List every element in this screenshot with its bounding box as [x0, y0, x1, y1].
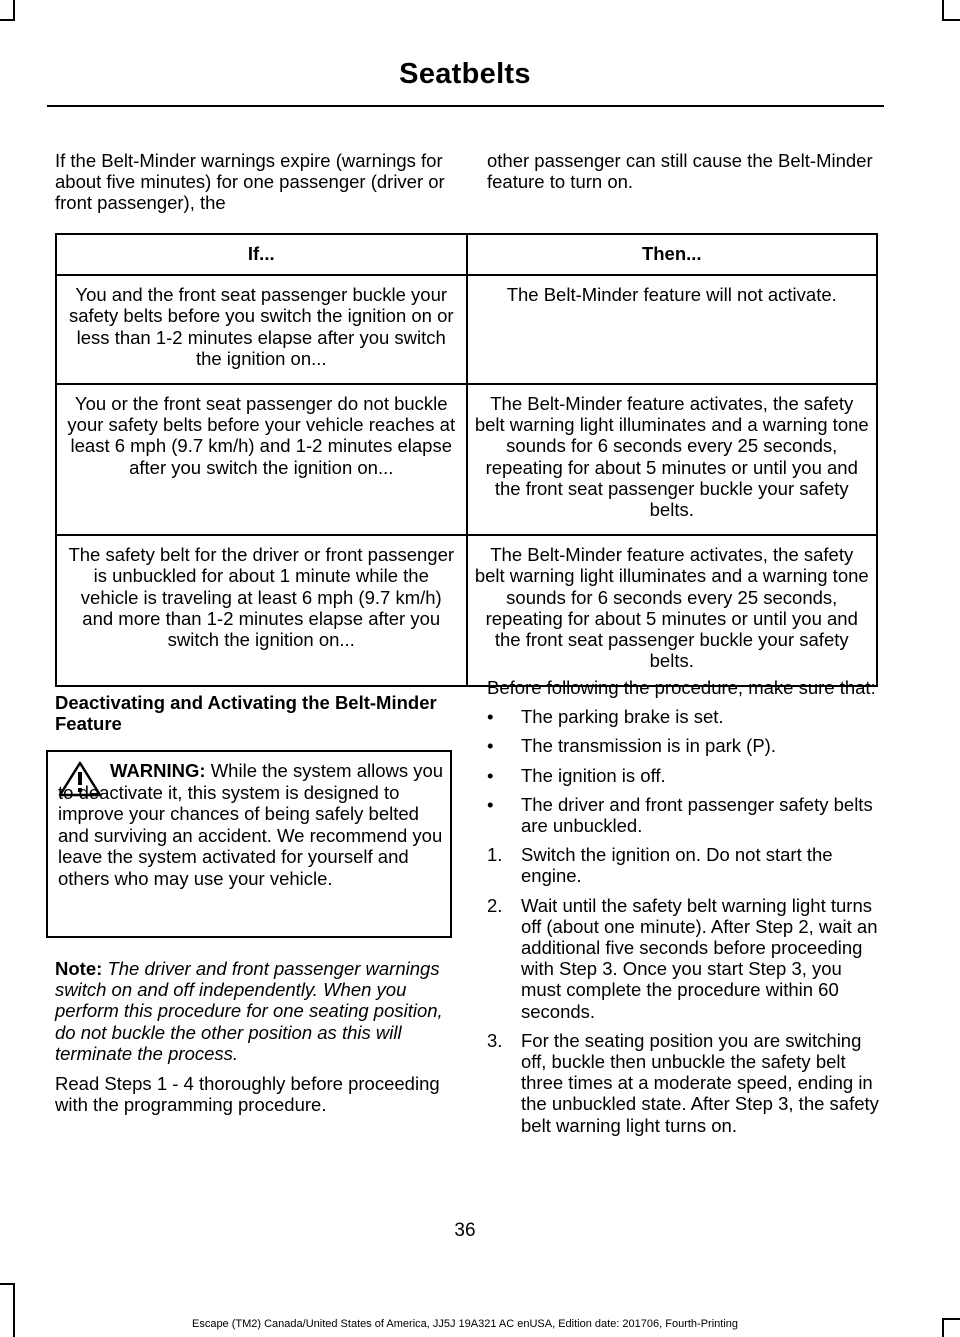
table-cell-then: The Belt-Minder feature activates, the safety belt warning light illuminates and a warning tone sounds for 6 seconds every 25 seconds, repeating for about 5 minutes or until you and the front seat passenger buckle your safety belts. — [467, 535, 878, 686]
crop-mark-bottom-left-h — [0, 1283, 15, 1285]
table-cell-if: The safety belt for the driver or front passenger is unbuckled for about 1 minute while the vehicle is traveling at least 6 mph (9.7 km/h) and more than 1-2 minutes elapse after you switch the ignition on... — [56, 535, 467, 686]
page-footer: Escape (TM2) Canada/United States of America, JJ5J 19A321 AC enUSA, Edition date: 201706, Fourth-Printing — [191, 1318, 739, 1330]
precondition-list — [487, 706, 887, 836]
header-rule — [47, 105, 884, 107]
warning-body: While the system allows you to deactivate it, this system is designed to improve your chances of being safely belted and surviving an accident. We recommend you leave the system activated for yourself and others who may use your vehicle. — [58, 760, 444, 889]
table-row — [56, 535, 877, 686]
table-row — [56, 275, 877, 384]
table-cell-then: The Belt-Minder feature will not activate. — [467, 275, 878, 384]
crop-mark-bottom-right-v — [942, 1318, 944, 1337]
warning-box — [46, 750, 452, 938]
section-heading: Deactivating and Activating the Belt-Minder Feature — [55, 692, 437, 734]
list-item-text: The ignition is off. — [521, 764, 666, 786]
note-text: The driver and front passenger warnings switch on and off independently. When you perform this procedure for one seating position, do not buckle the other position as this will terminate the process. — [55, 958, 443, 1064]
step-item — [487, 895, 887, 1022]
step-text: For the seating position you are switching off, buckle then unbuckle the safety belt three times at a moderate speed, ending in the unbuckled state. After Step 3, the safety belt warning light turns on. — [521, 1029, 879, 1136]
table-row — [56, 384, 877, 535]
procedure-steps — [487, 844, 887, 1136]
read-steps-text: Read Steps 1 - 4 thoroughly before proceeding with the programming procedure. — [55, 1073, 440, 1116]
crop-mark-top-right-v — [942, 0, 944, 20]
belt-minder-table — [55, 233, 878, 687]
list-item — [487, 765, 887, 786]
crop-mark-top-left-h — [0, 19, 15, 21]
bullet-marker: • — [487, 764, 494, 786]
note-label: Note: — [55, 958, 103, 979]
table-header-row — [56, 234, 877, 275]
intro-left-text: If the Belt-Minder warnings expire (warnings for about five minutes) for one passenger (driver or front passenger), the — [55, 150, 445, 214]
step-number: 3. — [487, 1029, 503, 1051]
warning-label: WARNING: — [110, 760, 206, 781]
page-number: 36 — [454, 1220, 476, 1241]
step-number: 2. — [487, 894, 503, 916]
crop-mark-bottom-right-h — [942, 1318, 960, 1320]
table-cell-if: You or the front seat passenger do not buckle your safety belts before your vehicle reaches at least 6 mph (9.7 km/h) and 1-2 minutes elapse after you switch the ignition on... — [56, 384, 467, 535]
list-item — [487, 794, 887, 836]
warning-text — [58, 760, 450, 889]
step-item — [487, 844, 887, 886]
list-item-text: The parking brake is set. — [521, 706, 724, 728]
table-cell-then: The Belt-Minder feature activates, the safety belt warning light illuminates and a warning tone sounds for 6 seconds every 25 seconds, repeating for about 5 minutes or until you and the front seat passenger buckle your safety belts. — [467, 384, 878, 535]
note-paragraph — [55, 958, 455, 1064]
crop-mark-top-left-v — [13, 0, 15, 20]
list-item — [487, 706, 887, 727]
procedure-intro: Before following the procedure, make sure that: — [487, 677, 876, 698]
bullet-marker: • — [487, 793, 494, 815]
step-number: 1. — [487, 844, 503, 866]
procedure-column — [487, 677, 887, 1136]
bullet-marker: • — [487, 735, 494, 757]
list-item-text: The driver and front passenger safety belts are unbuckled. — [521, 793, 873, 837]
page-title: Seatbelts — [399, 58, 531, 90]
bullet-marker: • — [487, 706, 494, 728]
list-item — [487, 735, 887, 756]
step-item — [487, 1030, 887, 1136]
crop-mark-top-right-h — [942, 19, 960, 21]
table-header-if: If... — [56, 234, 467, 275]
table-header-then: Then... — [467, 234, 878, 275]
step-text: Switch the ignition on. Do not start the engine. — [521, 844, 833, 887]
step-text: Wait until the safety belt warning light turns off (about one minute). After Step 2, wait an additional five seconds before proceeding with Step 3. Once you start Step 3, you must complete the procedure within 60 seconds. — [521, 894, 878, 1022]
table-cell-if: You and the front seat passenger buckle your safety belts before you switch the ignition on or less than 1-2 minutes elapse after you switch the ignition on... — [56, 275, 467, 384]
list-item-text: The transmission is in park (P). — [521, 735, 776, 757]
intro-right-text: other passenger can still cause the Belt-Minder feature to turn on. — [487, 150, 873, 193]
